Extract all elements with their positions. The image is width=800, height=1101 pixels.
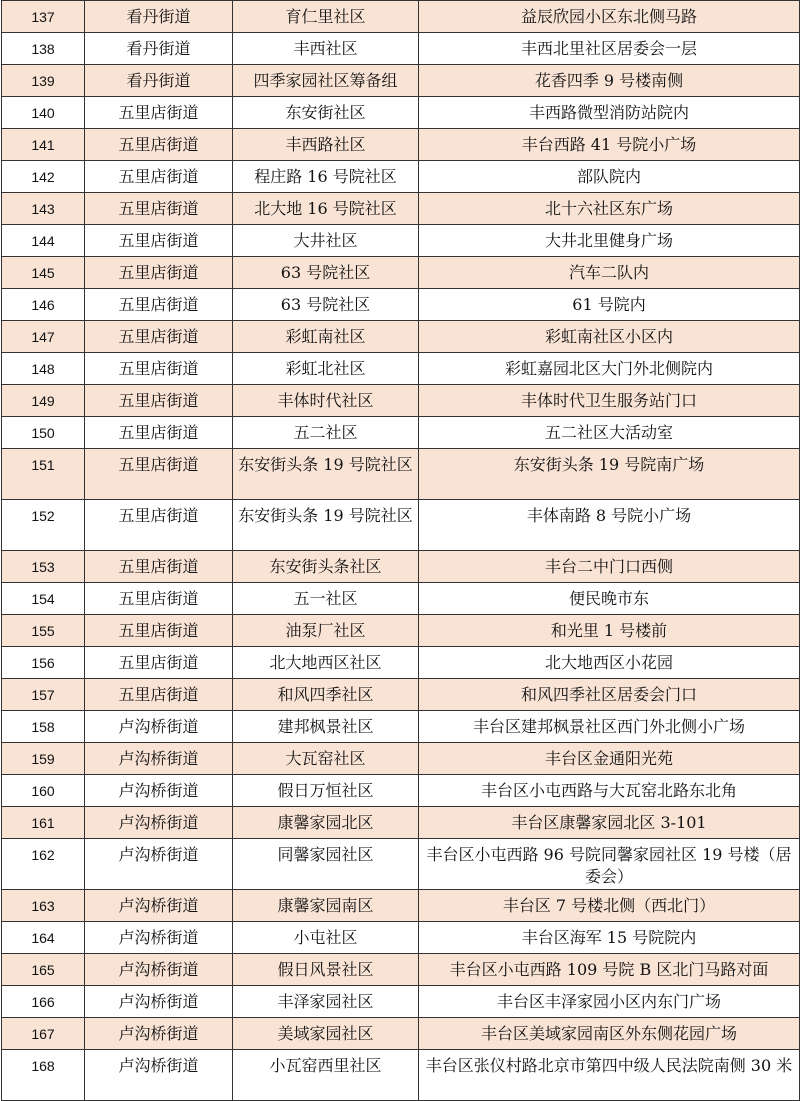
row-number: 158 bbox=[2, 711, 85, 743]
table-row bbox=[2, 33, 800, 65]
row-number: 153 bbox=[2, 551, 85, 583]
row-number: 165 bbox=[2, 954, 85, 986]
table-row bbox=[2, 385, 800, 417]
row-number: 146 bbox=[2, 289, 85, 321]
row-number: 159 bbox=[2, 743, 85, 775]
community-cell: 程庄路 16 号院社区 bbox=[233, 161, 419, 193]
row-number: 144 bbox=[2, 225, 85, 257]
community-cell: 假日万恒社区 bbox=[233, 775, 419, 807]
row-number: 137 bbox=[2, 1, 85, 33]
table-row bbox=[2, 807, 800, 839]
location-cell: 丰台区丰泽家园小区内东门广场 bbox=[419, 986, 800, 1018]
table-row bbox=[2, 615, 800, 647]
row-number: 151 bbox=[2, 449, 85, 500]
street-cell: 五里店街道 bbox=[85, 129, 233, 161]
row-number: 141 bbox=[2, 129, 85, 161]
community-cell: 育仁里社区 bbox=[233, 1, 419, 33]
street-cell: 卢沟桥街道 bbox=[85, 711, 233, 743]
row-number: 138 bbox=[2, 33, 85, 65]
row-number: 139 bbox=[2, 65, 85, 97]
location-cell: 和光里 1 号楼前 bbox=[419, 615, 800, 647]
community-cell: 康馨家园北区 bbox=[233, 807, 419, 839]
table-row bbox=[2, 193, 800, 225]
table-body bbox=[2, 1, 800, 1101]
community-cell: 大瓦窑社区 bbox=[233, 743, 419, 775]
location-cell: 花香四季 9 号楼南侧 bbox=[419, 65, 800, 97]
street-cell: 卢沟桥街道 bbox=[85, 807, 233, 839]
community-cell: 东安街头条 19 号院社区 bbox=[233, 449, 419, 500]
row-number: 150 bbox=[2, 417, 85, 449]
location-cell: 丰台区金通阳光苑 bbox=[419, 743, 800, 775]
street-cell: 卢沟桥街道 bbox=[85, 1018, 233, 1050]
street-cell: 五里店街道 bbox=[85, 449, 233, 500]
street-cell: 五里店街道 bbox=[85, 193, 233, 225]
row-number: 157 bbox=[2, 679, 85, 711]
community-cell: 东安街头条 19 号院社区 bbox=[233, 500, 419, 551]
location-cell: 丰台区小屯西路 109 号院 B 区北门马路对面 bbox=[419, 954, 800, 986]
row-number: 147 bbox=[2, 321, 85, 353]
row-number: 164 bbox=[2, 922, 85, 954]
street-cell: 五里店街道 bbox=[85, 647, 233, 679]
location-cell: 彩虹嘉园北区大门外北侧院内 bbox=[419, 353, 800, 385]
table-row bbox=[2, 161, 800, 193]
row-number: 149 bbox=[2, 385, 85, 417]
street-cell: 五里店街道 bbox=[85, 679, 233, 711]
row-number: 152 bbox=[2, 500, 85, 551]
location-cell: 丰台区 7 号楼北侧（西北门） bbox=[419, 890, 800, 922]
street-cell: 卢沟桥街道 bbox=[85, 839, 233, 890]
community-cell: 假日风景社区 bbox=[233, 954, 419, 986]
street-cell: 看丹街道 bbox=[85, 33, 233, 65]
row-number: 145 bbox=[2, 257, 85, 289]
community-cell: 四季家园社区筹备组 bbox=[233, 65, 419, 97]
table-row bbox=[2, 743, 800, 775]
community-cell: 彩虹北社区 bbox=[233, 353, 419, 385]
row-number: 154 bbox=[2, 583, 85, 615]
street-cell: 卢沟桥街道 bbox=[85, 743, 233, 775]
row-number: 155 bbox=[2, 615, 85, 647]
location-cell: 部队院内 bbox=[419, 161, 800, 193]
community-cell: 小瓦窑西里社区 bbox=[233, 1050, 419, 1101]
community-cell: 东安街头条社区 bbox=[233, 551, 419, 583]
community-cell: 大井社区 bbox=[233, 225, 419, 257]
row-number: 148 bbox=[2, 353, 85, 385]
table-row bbox=[2, 289, 800, 321]
table-row bbox=[2, 97, 800, 129]
table-row bbox=[2, 775, 800, 807]
community-cell: 康馨家园南区 bbox=[233, 890, 419, 922]
table-row bbox=[2, 890, 800, 922]
table-row bbox=[2, 417, 800, 449]
location-cell: 丰台区小屯西路与大瓦窑北路东北角 bbox=[419, 775, 800, 807]
community-cell: 63 号院社区 bbox=[233, 257, 419, 289]
row-number: 167 bbox=[2, 1018, 85, 1050]
location-cell: 丰台区建邦枫景社区西门外北侧小广场 bbox=[419, 711, 800, 743]
community-location-table bbox=[1, 0, 800, 1101]
table-row bbox=[2, 321, 800, 353]
street-cell: 五里店街道 bbox=[85, 615, 233, 647]
community-cell: 和风四季社区 bbox=[233, 679, 419, 711]
community-cell: 丰泽家园社区 bbox=[233, 986, 419, 1018]
table-row bbox=[2, 954, 800, 986]
location-cell: 北十六社区东广场 bbox=[419, 193, 800, 225]
community-cell: 丰西社区 bbox=[233, 33, 419, 65]
location-cell: 61 号院内 bbox=[419, 289, 800, 321]
community-cell: 丰西路社区 bbox=[233, 129, 419, 161]
location-cell: 便民晚市东 bbox=[419, 583, 800, 615]
street-cell: 卢沟桥街道 bbox=[85, 1050, 233, 1101]
location-cell: 丰台区小屯西路 96 号院同馨家园社区 19 号楼（居委会） bbox=[419, 839, 800, 890]
street-cell: 看丹街道 bbox=[85, 1, 233, 33]
table-row bbox=[2, 353, 800, 385]
table-row bbox=[2, 679, 800, 711]
community-cell: 建邦枫景社区 bbox=[233, 711, 419, 743]
community-cell: 同馨家园社区 bbox=[233, 839, 419, 890]
row-number: 156 bbox=[2, 647, 85, 679]
street-cell: 五里店街道 bbox=[85, 97, 233, 129]
location-cell: 丰西北里社区居委会一层 bbox=[419, 33, 800, 65]
row-number: 166 bbox=[2, 986, 85, 1018]
community-cell: 北大地西区社区 bbox=[233, 647, 419, 679]
street-cell: 五里店街道 bbox=[85, 257, 233, 289]
street-cell: 五里店街道 bbox=[85, 289, 233, 321]
row-number: 161 bbox=[2, 807, 85, 839]
location-cell: 丰体南路 8 号院小广场 bbox=[419, 500, 800, 551]
row-number: 160 bbox=[2, 775, 85, 807]
street-cell: 五里店街道 bbox=[85, 353, 233, 385]
street-cell: 卢沟桥街道 bbox=[85, 775, 233, 807]
street-cell: 五里店街道 bbox=[85, 385, 233, 417]
location-cell: 丰体时代卫生服务站门口 bbox=[419, 385, 800, 417]
location-cell: 益辰欣园小区东北侧马路 bbox=[419, 1, 800, 33]
table-row bbox=[2, 551, 800, 583]
street-cell: 五里店街道 bbox=[85, 583, 233, 615]
row-number: 168 bbox=[2, 1050, 85, 1101]
table-row bbox=[2, 129, 800, 161]
location-cell: 丰台二中门口西侧 bbox=[419, 551, 800, 583]
community-cell: 丰体时代社区 bbox=[233, 385, 419, 417]
table-row bbox=[2, 922, 800, 954]
row-number: 143 bbox=[2, 193, 85, 225]
table-row bbox=[2, 449, 800, 500]
community-cell: 东安街社区 bbox=[233, 97, 419, 129]
row-number: 140 bbox=[2, 97, 85, 129]
location-cell: 大井北里健身广场 bbox=[419, 225, 800, 257]
community-cell: 美域家园社区 bbox=[233, 1018, 419, 1050]
location-cell: 丰台西路 41 号院小广场 bbox=[419, 129, 800, 161]
street-cell: 卢沟桥街道 bbox=[85, 954, 233, 986]
row-number: 142 bbox=[2, 161, 85, 193]
street-cell: 五里店街道 bbox=[85, 551, 233, 583]
table-row bbox=[2, 65, 800, 97]
location-cell: 丰台区张仪村路北京市第四中级人民法院南侧 30 米 bbox=[419, 1050, 800, 1101]
community-cell: 五一社区 bbox=[233, 583, 419, 615]
location-cell: 北大地西区小花园 bbox=[419, 647, 800, 679]
table-row bbox=[2, 1050, 800, 1101]
table-row bbox=[2, 711, 800, 743]
community-cell: 小屯社区 bbox=[233, 922, 419, 954]
table-row bbox=[2, 257, 800, 289]
table-row bbox=[2, 225, 800, 257]
street-cell: 看丹街道 bbox=[85, 65, 233, 97]
street-cell: 五里店街道 bbox=[85, 161, 233, 193]
street-cell: 卢沟桥街道 bbox=[85, 922, 233, 954]
location-cell: 丰台区康馨家园北区 3-101 bbox=[419, 807, 800, 839]
street-cell: 五里店街道 bbox=[85, 321, 233, 353]
table-row bbox=[2, 1, 800, 33]
community-cell: 北大地 16 号院社区 bbox=[233, 193, 419, 225]
table-row bbox=[2, 647, 800, 679]
street-cell: 卢沟桥街道 bbox=[85, 890, 233, 922]
community-cell: 五二社区 bbox=[233, 417, 419, 449]
row-number: 163 bbox=[2, 890, 85, 922]
table-row bbox=[2, 986, 800, 1018]
table-row bbox=[2, 500, 800, 551]
location-cell: 丰台区海军 15 号院院内 bbox=[419, 922, 800, 954]
table-row bbox=[2, 583, 800, 615]
row-number: 162 bbox=[2, 839, 85, 890]
community-cell: 油泵厂社区 bbox=[233, 615, 419, 647]
location-cell: 和风四季社区居委会门口 bbox=[419, 679, 800, 711]
community-cell: 彩虹南社区 bbox=[233, 321, 419, 353]
location-cell: 丰台区美域家园南区外东侧花园广场 bbox=[419, 1018, 800, 1050]
community-cell: 63 号院社区 bbox=[233, 289, 419, 321]
location-cell: 五二社区大活动室 bbox=[419, 417, 800, 449]
street-cell: 五里店街道 bbox=[85, 225, 233, 257]
table-row bbox=[2, 839, 800, 890]
location-cell: 彩虹南社区小区内 bbox=[419, 321, 800, 353]
street-cell: 五里店街道 bbox=[85, 500, 233, 551]
location-cell: 丰西路微型消防站院内 bbox=[419, 97, 800, 129]
location-cell: 东安街头条 19 号院南广场 bbox=[419, 449, 800, 500]
street-cell: 卢沟桥街道 bbox=[85, 986, 233, 1018]
street-cell: 五里店街道 bbox=[85, 417, 233, 449]
table-row bbox=[2, 1018, 800, 1050]
location-cell: 汽车二队内 bbox=[419, 257, 800, 289]
